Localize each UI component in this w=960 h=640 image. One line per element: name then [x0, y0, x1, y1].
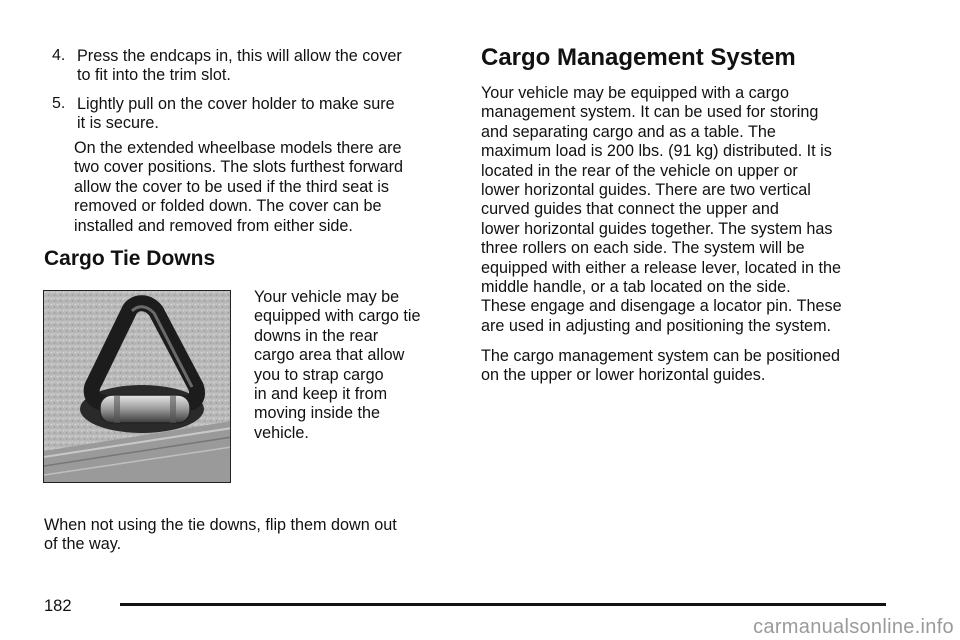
positioning-paragraph: The cargo management system can be positioned on the upper or lower horizontal guides.	[481, 347, 841, 385]
wheelbase-paragraph: On the extended wheelbase models there are two cover positions. The slots furthest forward allow the cover to be used if the third seat is removed or folded down. The cover can be installed and removed from either side.	[74, 139, 403, 235]
watermark[interactable]: carmanualsonline.info	[753, 616, 954, 638]
list-text: Lightly pull on the cover holder to make sure it is secure.	[77, 95, 395, 133]
section-heading-cargo-tie-downs: Cargo Tie Downs	[44, 247, 216, 270]
section-heading-cargo-management-system: Cargo Management System	[481, 44, 796, 71]
list-number: 5.	[52, 95, 66, 112]
page-number: 182	[44, 597, 72, 615]
cargo-management-paragraph: Your vehicle may be equipped with a cargo management system. It can be used for storing and separating cargo and as a table. The maximum load is 200 lbs. (91 kg) distributed. It is located in the rear of the vehicle on upper or lower horizontal guides. There are two vertical curved guides that connect the upper and lower horizontal guides together. The system has three rollers on each side. The system will be equipped with either a release lever, located in the middle handle, or a tab located on the side. These engage and disengage a locator pin. These are used in adjusting and positioning the system.	[481, 84, 842, 335]
footer-rule	[120, 603, 886, 606]
list-item	[52, 95, 444, 134]
cargo-tie-down-illustration	[44, 291, 231, 483]
tie-downs-description: Your vehicle may be equipped with cargo tie downs in the rear cargo area that allow you to strap cargo in and keep it from moving inside the vehicle.	[254, 288, 421, 442]
list-text: Press the endcaps in, this will allow the cover to fit into the trim slot.	[77, 47, 402, 85]
list-number: 4.	[52, 47, 66, 64]
cargo-tie-down-photo	[43, 290, 231, 483]
tie-downs-closing-paragraph: When not using the tie downs, flip them down out of the way.	[44, 516, 397, 554]
list-item	[52, 47, 444, 86]
